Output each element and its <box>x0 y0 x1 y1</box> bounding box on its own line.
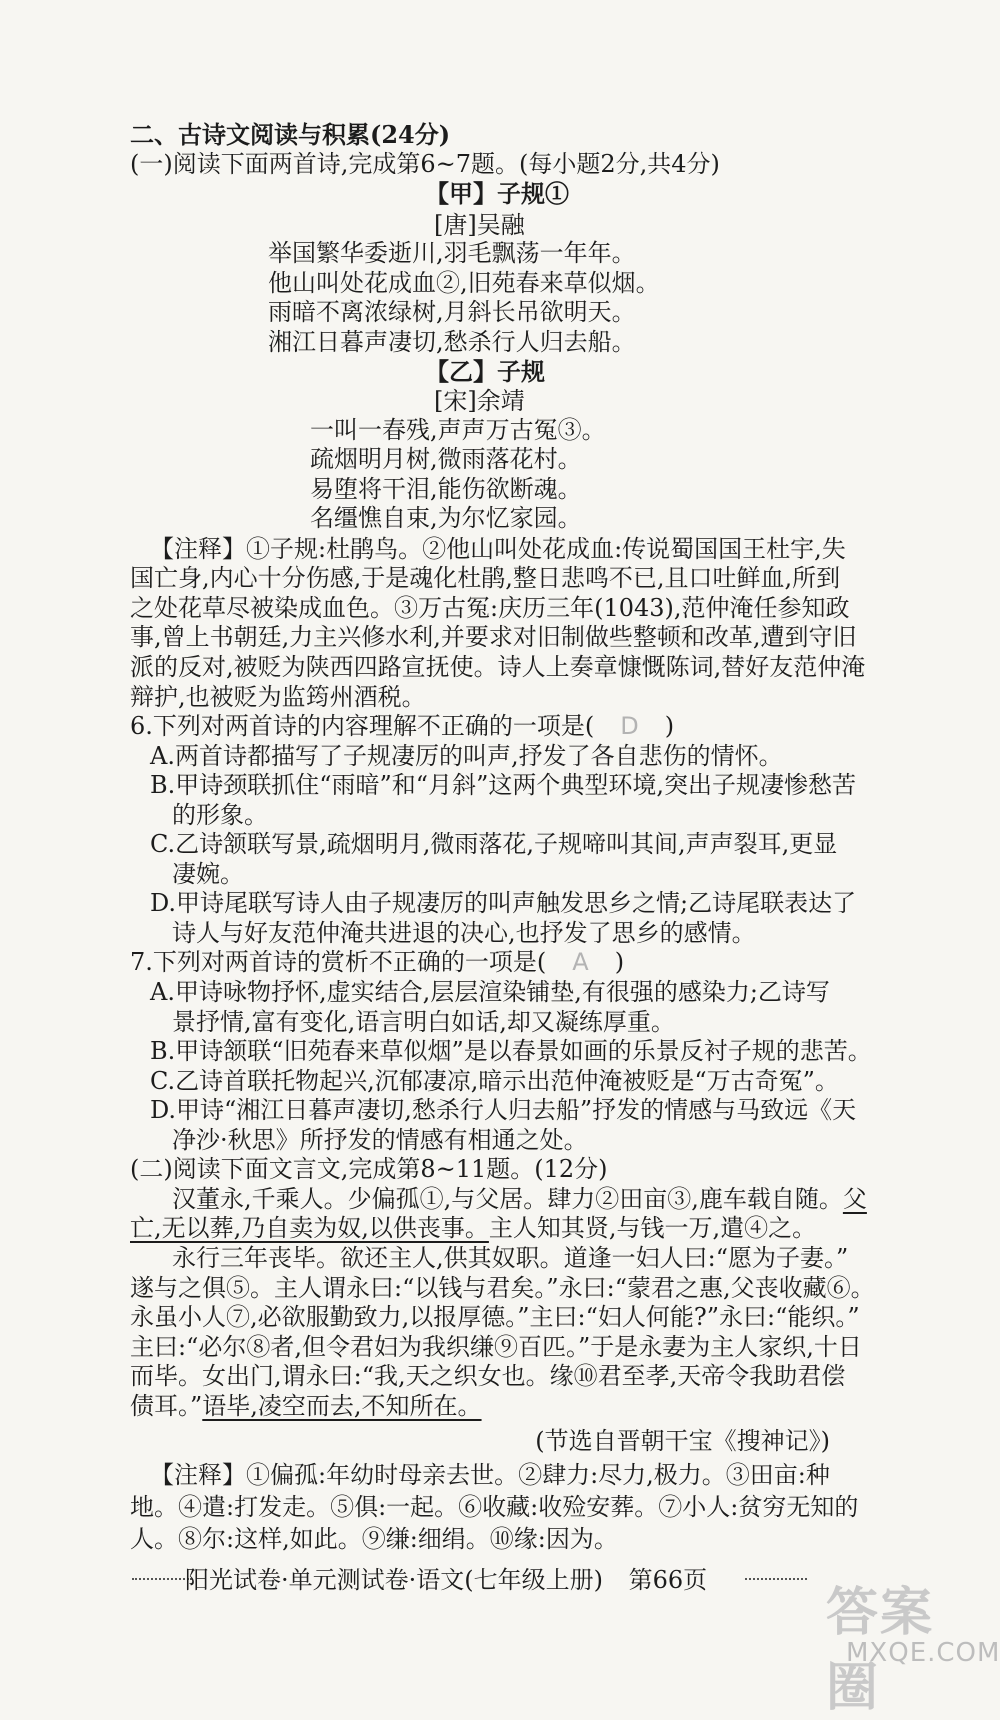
question-6-option: C.乙诗颔联写景,疏烟明月,微雨落花,子规啼叫其间,声声裂耳,更显 <box>150 830 838 859</box>
poem-b-line: 一叫一春残,声声万古冤③。 <box>310 415 606 444</box>
question-7-option: 景抒情,富有变化,语言明白如话,却又凝练厚重。 <box>172 1007 675 1036</box>
poem-notes-line: 之处花草尽被染成血色。③万古冤:庆历三年(1043),范仲淹任参知政 <box>130 593 850 622</box>
section-heading: 二、古诗文阅读与积累(24分) <box>130 120 451 149</box>
classical-notes-line: 【注释】①偏孤:年幼时母亲去世。②肆力:尽力,极力。③田亩:种 <box>150 1461 830 1489</box>
classical-text-underlined: 父 <box>842 1184 867 1213</box>
poem-b-line: 名缰憔自束,为尔忆家园。 <box>310 504 582 533</box>
poem-b-title: 【乙】子规 <box>425 357 545 387</box>
classical-text-line: 遂与之俱⑤。主人谓永曰:“以钱与君矣。”永曰:“蒙君之惠,父丧收藏⑥。 <box>130 1273 875 1302</box>
classical-text-line: 而毕。女出门,谓永曰:“我,天之织女也。缘⑩君至孝,天帝令我助君偿 <box>130 1362 846 1391</box>
poem-notes-line: 【注释】①子规:杜鹃鸟。②他山叫处花成血:传说蜀国国王杜宇,失 <box>150 534 846 563</box>
poem-notes-line: 辩护,也被贬为监筠州酒税。 <box>130 682 426 711</box>
poem-a-title: 【甲】子规① <box>425 179 569 209</box>
classical-text-line: 永虽小人⑦,必欲服勤致力,以报厚德。”主曰:“妇人何能?”永曰:“能织。” <box>130 1303 860 1332</box>
poem-a-line: 湘江日暮声凄切,愁杀行人归去船。 <box>268 327 636 356</box>
footer-page-number: 第66页 <box>628 1566 708 1594</box>
footer <box>185 1563 707 1597</box>
question-7-option: D.甲诗“湘江日暮声凄切,愁杀行人归去船”抒发的情感与马致远《天 <box>150 1096 857 1125</box>
question-7-stem-close: ) <box>614 948 625 977</box>
question-6-option: 诗人与好友范仲淹共进退的决心,也抒发了思乡的感情。 <box>172 918 756 947</box>
question-6-option: A.两首诗都描写了子规凄厉的叫声,抒发了各自悲伤的情怀。 <box>150 741 783 770</box>
footer-title: 阳光试卷·单元测试卷·语文(七年级上册) <box>185 1566 603 1594</box>
poem-a-line: 举国繁华委逝川,羽毛飘荡一年年。 <box>268 239 636 268</box>
classical-text-segment: 主人知其贤,与钱一万,遣④之。 <box>488 1214 817 1243</box>
classical-text-line: 主曰:“必尔⑧者,但令君妇为我织缣⑨百匹。”于是永妻为主人家织,十日 <box>130 1332 862 1361</box>
classical-text-segment: 汉董永,千乘人。少偏孤①,与父居。肆力②田亩③,鹿车载自随。 <box>172 1184 843 1213</box>
watermark-sub-text: MXQE.COM <box>846 1638 1000 1668</box>
poem-a-author: [唐]吴融 <box>434 210 525 239</box>
watermark-logo <box>806 1570 1000 1718</box>
classical-text-line <box>130 1389 482 1423</box>
question-6-option: 凄婉。 <box>172 859 244 888</box>
classical-notes-line: 地。④遣:打发走。⑤俱:一起。⑥收藏:收殓安葬。⑦小人:贫穷无知的 <box>130 1493 859 1521</box>
footer-dotted-rule-right <box>745 1578 807 1580</box>
question-7-option: 净沙·秋思》所抒发的情感有相通之处。 <box>172 1125 588 1154</box>
classical-text-line: 永行三年丧毕。欲还主人,供其奴职。道逢一妇人曰:“愿为子妻。” <box>172 1244 849 1272</box>
poem-notes-line: 派的反对,被贬为陕西四路宣抚使。诗人上奏章慷慨陈词,替好友范仲淹 <box>130 652 866 681</box>
poem-notes-line: 国亡身,内心十分伤感,于是魂化杜鹃,整日悲鸣不已,且口吐鲜血,所到 <box>130 564 841 593</box>
footer-dotted-rule-left <box>132 1578 192 1580</box>
text-source: (节选自晋朝干宝《搜神记》) <box>535 1427 830 1455</box>
classical-text-segment: 债耳。” <box>130 1391 203 1420</box>
poem-notes-line: 事,曾上书朝廷,力主兴修水利,并要求对旧制做些整顿和改革,遭到守旧 <box>130 623 857 652</box>
classical-notes-line: 人。⑧尔:这样,如此。⑨缣:细绢。⑩缘:因为。 <box>130 1525 618 1553</box>
classical-text-underlined: 亡,无以葬,乃自卖为奴,以供丧事。 <box>130 1214 489 1243</box>
poem-b-line: 疏烟明月树,微雨落花村。 <box>310 445 582 474</box>
poem-b-author: [宋]余靖 <box>434 387 525 415</box>
question-6-stem-close: ) <box>664 712 675 740</box>
poem-b-line: 易堕将干泪,能伤欲断魂。 <box>310 474 582 503</box>
question-6-option: 的形象。 <box>172 800 268 829</box>
question-7-option: B.甲诗颔联“旧苑春来草似烟”是以春景如画的乐景反衬子规的悲苦。 <box>150 1037 872 1066</box>
question-7-handwritten-answer: A <box>572 948 589 977</box>
watermark-main-text: 答案圈 <box>826 1583 935 1718</box>
question-7-stem-text: 7.下列对两首诗的赏析不正确的一项是( <box>130 948 547 977</box>
part1-instruction: (一)阅读下面两首诗,完成第6~7题。(每小题2分,共4分) <box>130 149 720 178</box>
classical-text-underlined: 语毕,凌空而去,不知所在。 <box>202 1391 482 1420</box>
question-7-option: C.乙诗首联托物起兴,沉郁凄凉,暗示出范仲淹被贬是“万古奇冤”。 <box>150 1066 839 1095</box>
question-6-option: B.甲诗颈联抓住“雨暗”和“月斜”这两个典型环境,突出子规凄惨愁苦 <box>150 771 856 800</box>
question-6-stem-text: 6.下列对两首诗的内容理解不正确的一项是( <box>130 712 595 740</box>
question-6-option: D.甲诗尾联写诗人由子规凄厉的叫声触发思乡之情;乙诗尾联表达了 <box>150 889 857 918</box>
poem-a-line: 他山叫处花成血②,旧苑春来草似烟。 <box>268 268 660 297</box>
part2-instruction: (二)阅读下面文言文,完成第8~11题。(12分) <box>130 1155 608 1184</box>
poem-a-line: 雨暗不离浓绿树,月斜长吊欲明天。 <box>268 298 636 327</box>
question-6-handwritten-answer: D <box>620 712 639 740</box>
question-7-option: A.甲诗咏物抒怀,虚实结合,层层渲染铺垫,有很强的感染力;乙诗写 <box>150 978 830 1006</box>
